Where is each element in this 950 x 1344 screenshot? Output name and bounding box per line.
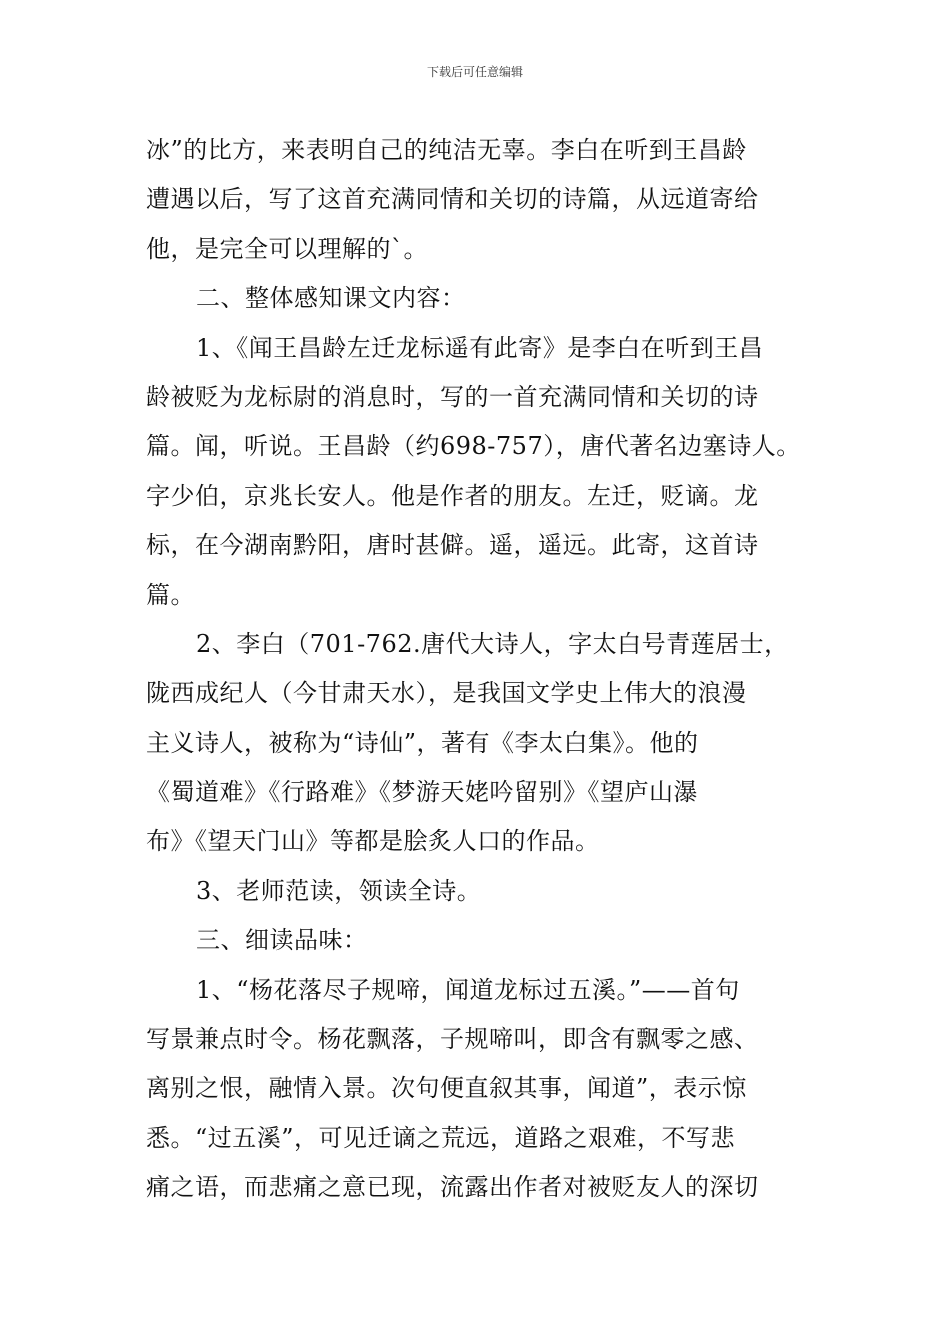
text-line: 龄被贬为龙标尉的消息时，写的一首充满同情和关切的诗: [146, 382, 759, 411]
text-line: 2、李白（701-762.唐代大诗人，字太白号青莲居士，: [196, 629, 789, 658]
text-line: 篇。闻，听说。王昌龄（约698-757），唐代著名边塞诗人。: [146, 432, 801, 461]
page-header: 下载后可任意编辑: [426, 65, 523, 79]
text-line: 《蜀道难》《行路难》《梦游天姥吟留别》《望庐山瀑: [146, 778, 698, 807]
text-line: 遭遇以后，写了这首充满同情和关切的诗篇，从远道寄给: [146, 185, 759, 214]
text-line: 3、老师范读，领读全诗。: [196, 876, 482, 905]
text-line: 标，在今湖南黔阳，唐时甚僻。遥，遥远。此寄，这首诗: [146, 531, 759, 560]
text-line: 陇西成纪人（今甘肃天水），是我国文学史上伟大的浪漫: [146, 679, 747, 708]
text-line: 1、“杨花落尽子规啼，闻道龙标过五溪。”——首句: [196, 975, 740, 1004]
text-line: 悉。“过五溪”，可见迁谪之荒远，道路之艰难，不写悲: [146, 1123, 736, 1152]
text-line: 冰”的比方，来表明自己的纯洁无辜。李白在听到王昌龄: [146, 136, 747, 164]
text-line: 写景兼点时令。杨花飘落，子规啼叫，即含有飘零之感、: [146, 1025, 759, 1054]
text-line: 字少伯，京兆长安人。他是作者的朋友。左迁，贬谪。龙: [146, 481, 759, 510]
text-line: 主义诗人，被称为“诗仙”，著有《李太白集》。他的: [146, 728, 699, 757]
section-heading: 二、整体感知课文内容：: [196, 284, 466, 313]
text-line: 篇。: [146, 580, 195, 609]
section-heading: 三、细读品味：: [196, 926, 368, 955]
text-line: 他，是完全可以理解的`。: [146, 234, 428, 263]
text-line: 离别之恨，融情入景。次句便直叙其事，闻道”，表示惊: [146, 1074, 747, 1103]
document-body: [146, 126, 822, 1213]
text-line: 布》《望天门山》等都是脍炙人口的作品。: [146, 827, 600, 856]
text-line: 1、《闻王昌龄左迁龙标遥有此寄》是李白在听到王昌: [196, 333, 764, 362]
text-line: 痛之语，而悲痛之意已现，流露出作者对被贬友人的深切: [146, 1173, 759, 1202]
